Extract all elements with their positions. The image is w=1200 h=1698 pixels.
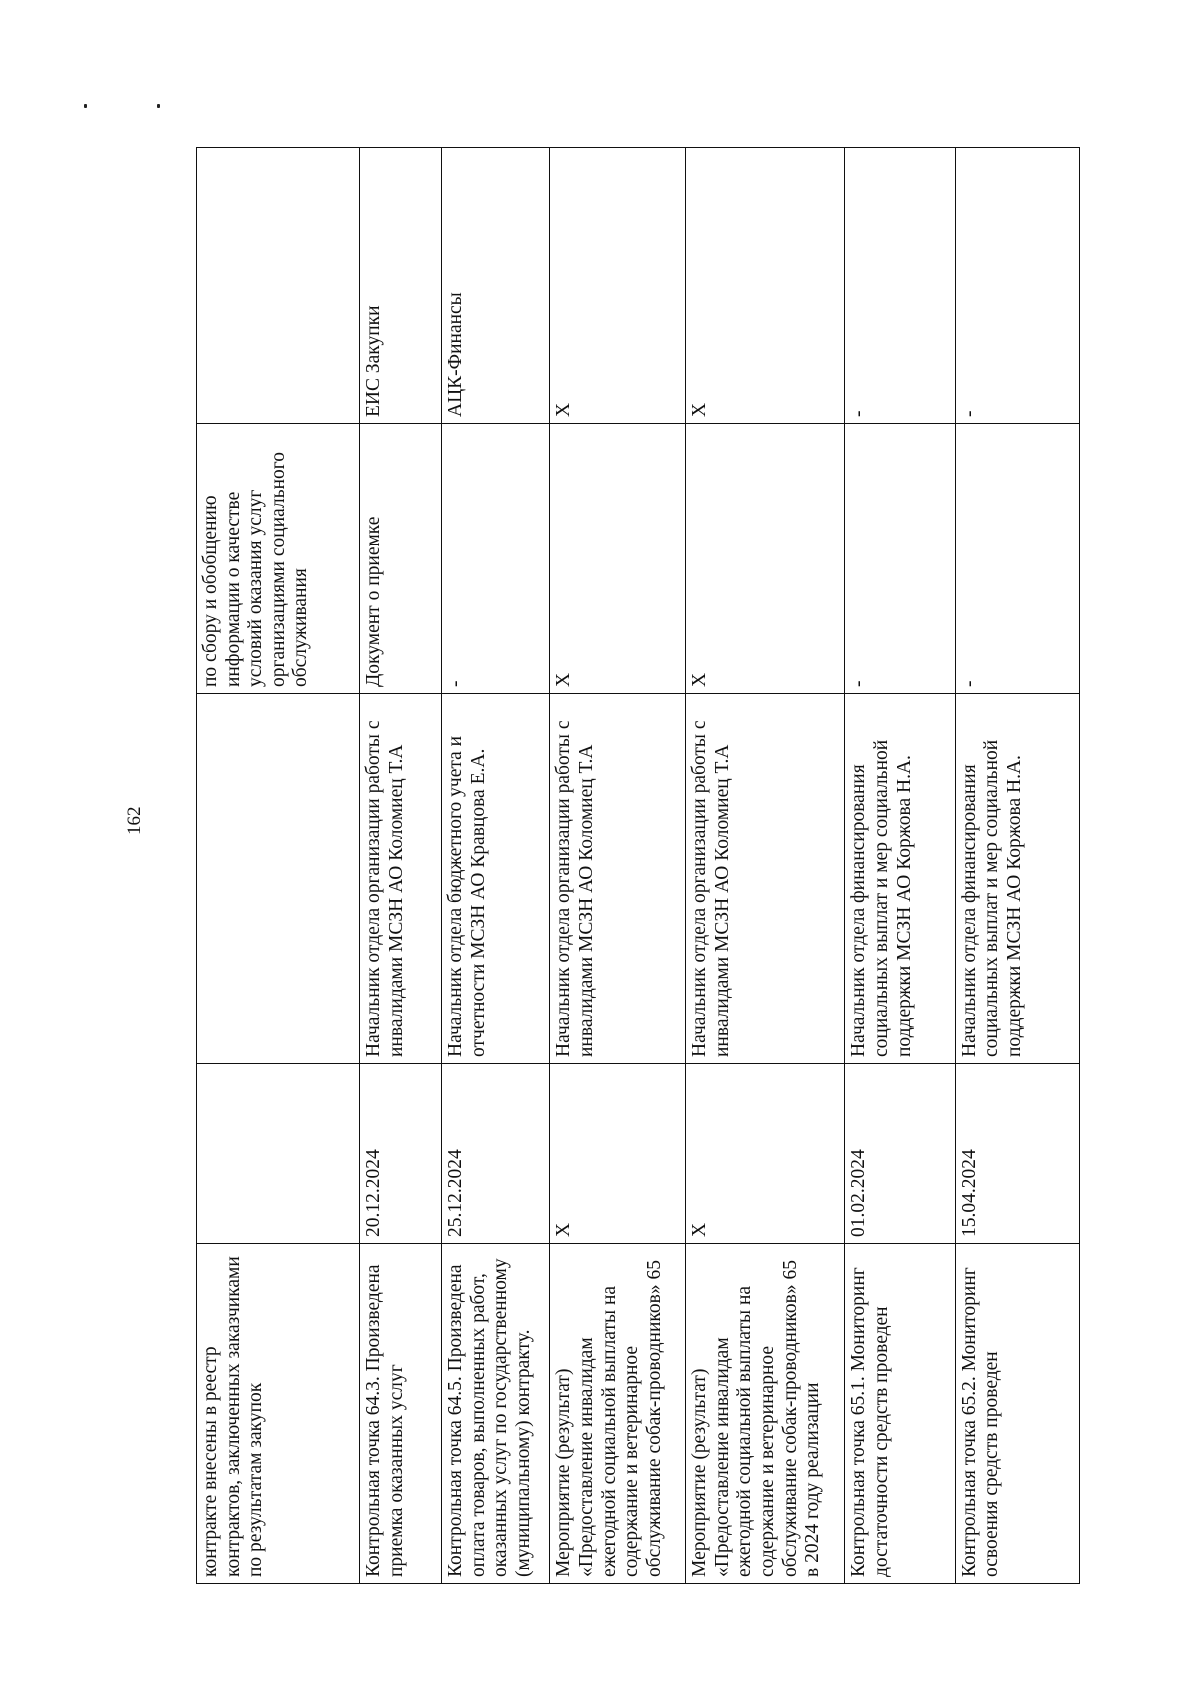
- cell-responsible: Начальник отдела бюджетного учета и отчетности МСЗН АО Кравцова Е.А.: [442, 694, 550, 1064]
- rotated-table-container: [196, 148, 1080, 1584]
- cell-date: 01.02.2024: [845, 1064, 955, 1244]
- cell-name: Контрольная точка 65.2. Мониторинг освоения средств проведен: [955, 1244, 1079, 1584]
- table-row: [550, 148, 686, 1584]
- cell-system: X: [550, 148, 686, 424]
- cell-responsible: Начальник отдела организации работы с инвалидами МСЗН АО Коломиец Т.А: [686, 694, 845, 1064]
- cell-date: 20.12.2024: [360, 1064, 442, 1244]
- cell-document: -: [955, 424, 1079, 694]
- cell-document: -: [845, 424, 955, 694]
- cell-document: по сбору и обобщению информации о качестве условий оказания услуг организациями социального обслуживания: [197, 424, 360, 694]
- cell-responsible: Начальник отдела финансирования социальных выплат и мер социальной поддержки МСЗН АО Коржова Н.А.: [955, 694, 1079, 1064]
- cell-system: -: [845, 148, 955, 424]
- cell-name: Контрольная точка 64.5. Произведена оплата товаров, выполненных работ, оказанных услуг по государственному (муниципальному) контракту.: [442, 1244, 550, 1584]
- table-row: [845, 148, 955, 1584]
- cell-responsible: Начальник отдела организации работы с инвалидами МСЗН АО Коломиец Т.А: [550, 694, 686, 1064]
- cell-document: X: [550, 424, 686, 694]
- cell-system: АЦК-Финансы: [442, 148, 550, 424]
- cell-name: Мероприятие (результат) «Предоставление инвалидам ежегодной социальной выплаты на содержание и ветеринарное обслуживание собак-проводников» 65: [550, 1244, 686, 1584]
- table-row: [197, 148, 360, 1584]
- table-row: [686, 148, 845, 1584]
- cell-date: X: [550, 1064, 686, 1244]
- cell-name: Мероприятие (результат) «Предоставление инвалидам ежегодной социальной выплаты на содержание и ветеринарное обслуживание собак-проводников» 65 в 2024 году реализации: [686, 1244, 845, 1584]
- cell-system: X: [686, 148, 845, 424]
- page-number: 162: [124, 806, 145, 835]
- table-row: [442, 148, 550, 1584]
- table-row: [360, 148, 442, 1584]
- scan-mark-right: [157, 104, 160, 108]
- cell-responsible: Начальник отдела финансирования социальных выплат и мер социальной поддержки МСЗН АО Коржова Н.А.: [845, 694, 955, 1064]
- cell-system: -: [955, 148, 1079, 424]
- control-points-table: [196, 147, 1080, 1584]
- cell-document: Документ о приемке: [360, 424, 442, 694]
- cell-document: -: [442, 424, 550, 694]
- cell-name: Контрольная точка 64.3. Произведена приемка оказанных услуг: [360, 1244, 442, 1584]
- table-row: [955, 148, 1079, 1584]
- cell-system: [197, 148, 360, 424]
- cell-system: ЕИС Закупки: [360, 148, 442, 424]
- cell-date: [197, 1064, 360, 1244]
- scan-mark-left: [84, 104, 87, 108]
- cell-responsible: Начальник отдела организации работы с инвалидами МСЗН АО Коломиец Т.А: [360, 694, 442, 1064]
- cell-date: 25.12.2024: [442, 1064, 550, 1244]
- cell-date: 15.04.2024: [955, 1064, 1079, 1244]
- cell-responsible: [197, 694, 360, 1064]
- cell-name: контракте внесены в реестр контрактов, заключенных заказчиками по результатам закупок: [197, 1244, 360, 1584]
- cell-date: X: [686, 1064, 845, 1244]
- cell-document: X: [686, 424, 845, 694]
- cell-name: Контрольная точка 65.1. Мониторинг достаточности средств проведен: [845, 1244, 955, 1584]
